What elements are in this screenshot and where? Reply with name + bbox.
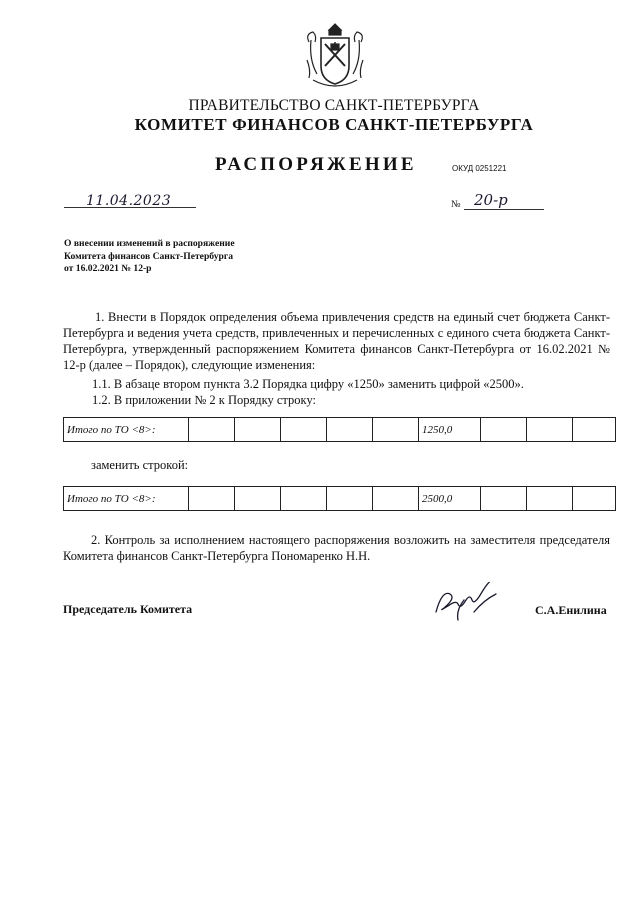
empty-cell [189,487,235,511]
subject-line: Комитета финансов Санкт-Петербурга [64,250,233,262]
okud-code: ОКУД 0251221 [452,164,507,173]
document-subject [64,238,235,276]
document-date: 11.04.2023 [86,193,172,209]
empty-cell [373,487,419,511]
table-row [64,418,616,442]
subject-line: О внесении изменений в распоряжение [64,238,235,249]
row-value: 2500,0 [419,487,481,511]
empty-cell [327,487,373,511]
subparagraph-1-2: 1.2. В приложении № 2 к Порядку строку: [92,393,317,407]
signatory-name: С.А.Енилина [535,603,607,617]
table-old-row [63,417,616,442]
table-row [64,487,616,511]
empty-cell [573,487,616,511]
empty-cell [281,418,327,442]
empty-cell [527,487,573,511]
replace-label: заменить строкой: [91,458,189,472]
empty-cell [573,418,616,442]
row-value: 1250,0 [419,418,481,442]
document-number: 20-р [474,191,508,209]
number-label: № [451,199,461,210]
document-type-title: РАСПОРЯЖЕНИЕ [215,154,417,175]
empty-cell [281,487,327,511]
table-new-row [63,486,616,511]
subject-line: от 16.02.2021 № 12-р [64,263,152,274]
signatory-position: Председатель Комитета [63,602,193,616]
org-name-committee: КОМИТЕТ ФИНАНСОВ САНКТ-ПЕТЕРБУРГА [134,115,534,134]
empty-cell [481,487,527,511]
row-label: Итого по ТО <8>: [64,487,189,511]
empty-cell [189,418,235,442]
empty-cell [327,418,373,442]
empty-cell [373,418,419,442]
paragraph-2: 2. Контроль за исполнением настоящего распоряжения возложить на заместителя председателя Комитета финансов Санкт-Петербурга Пономаренко Н.Н. [63,533,610,563]
empty-cell [235,418,281,442]
empty-cell [527,418,573,442]
subparagraph-1-1: 1.1. В абзаце втором пункта 3.2 Порядка цифру «1250» заменить цифрой «2500». [92,377,524,391]
empty-cell [481,418,527,442]
handwritten-signature [428,582,512,626]
empty-cell [235,487,281,511]
number-underline [464,209,544,210]
row-label: Итого по ТО <8>: [64,418,189,442]
paragraph-1: 1. Внести в Порядок определения объема привлечения средств на единый счет бюджета Санкт-Петербурга и ведения учета средств, привлеченных и перечисленных с единого счета бюджета Санкт-Петербурга, утвержденный распоряжением Комитета финансов Санкт-Петербурга от 16.02.2021 № 12-р (далее – Порядок), следующие изменения: [63,310,610,372]
org-name-government: ПРАВИТЕЛЬСТВО САНКТ-ПЕТЕРБУРГА [188,97,480,114]
coat-of-arms-emblem [303,20,367,94]
